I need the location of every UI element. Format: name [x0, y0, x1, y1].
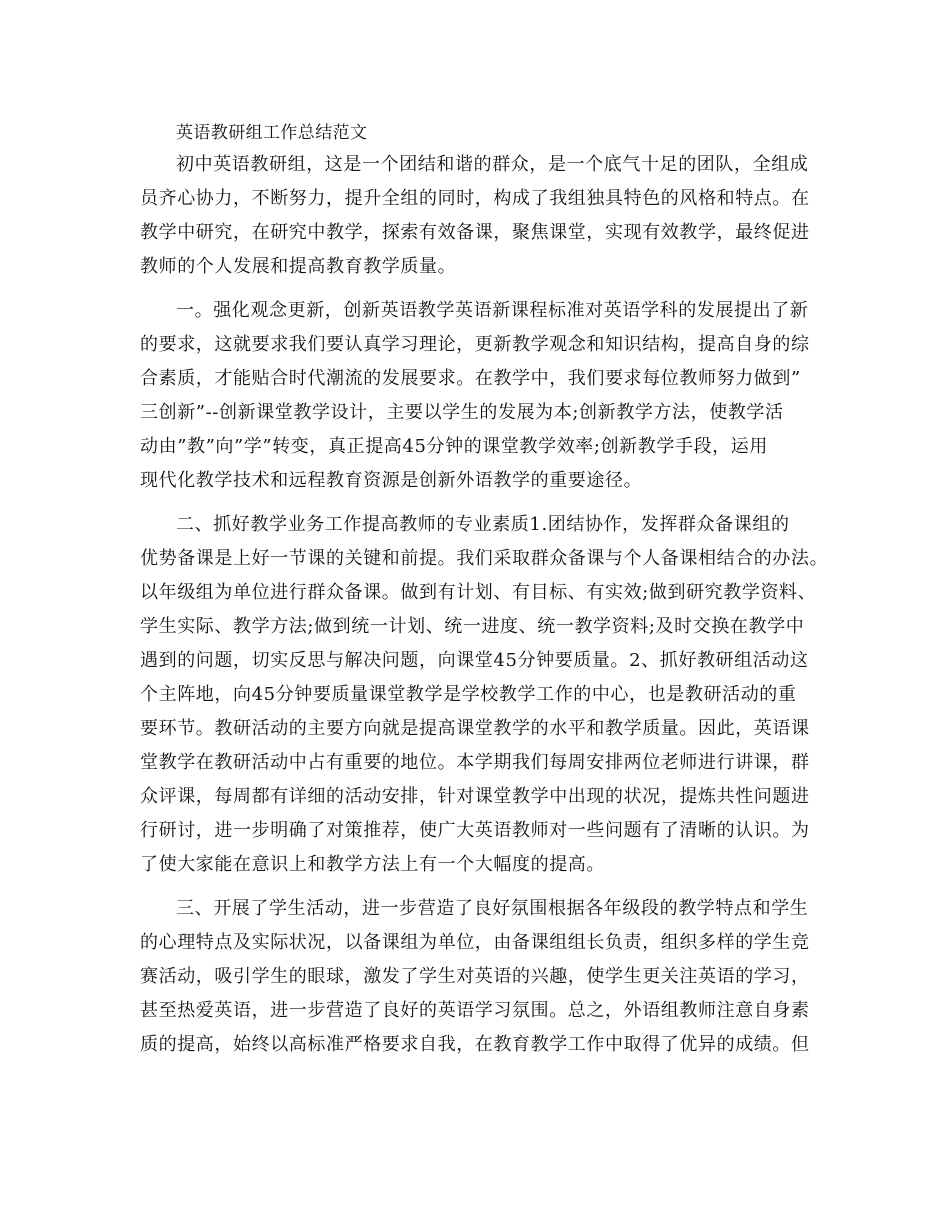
paragraph-3-line-10: 行研讨，进一步明确了对策推荐，使广大英语教师对一些问题有了清晰的认识。为: [140, 820, 810, 841]
paragraph-3-line-3: 以年级组为单位进行群众备课。做到有计划、有目标、有实效;做到研究教学资料、: [140, 582, 817, 603]
paragraph-1-line-2: 员齐心协力，不断努力，提升全组的同时，构成了我组独具特色的风格和特点。在: [140, 188, 810, 209]
paragraph-3-line-8: 堂教学在教研活动中占有重要的地位。本学期我们每周安排两位老师进行讲课，群: [140, 752, 810, 773]
paragraph-4-line-4: 甚至热爱英语，进一步营造了良好的英语学习氛围。总之，外语组教师注意自身素: [140, 1000, 810, 1021]
paragraph-4-line-2: 的心理特点及实际状况，以备课组为单位，由备课组组长负责，组织多样的学生竞: [140, 932, 810, 953]
paragraph-3-line-6: 个主阵地，向45分钟要质量课堂教学是学校教学工作的中心，也是教研活动的重: [140, 684, 797, 705]
paragraph-2-line-5: 动由”教”向”学”转变，真正提高45分钟的课堂教学效率;创新教学手段，运用: [140, 436, 768, 457]
paragraph-2-line-1: 一。强化观念更新，创新英语教学英语新课程标准对英语学科的发展提出了新: [176, 300, 809, 321]
paragraph-3-line-4: 学生实际、教学方法;做到统一计划、统一进度、统一教学资料;及时交换在教学中: [140, 616, 805, 637]
paragraph-3-line-2: 优势备课是上好一节课的关键和前提。我们采取群众备课与个人备课相结合的办法。: [140, 548, 829, 569]
paragraph-4-line-1: 三、开展了学生活动，进一步营造了良好氛围根据各年级段的教学特点和学生: [176, 898, 809, 919]
paragraph-3-line-1: 二、抓好教学业务工作提高教师的专业素质1.团结协作，发挥群众备课组的: [176, 514, 790, 535]
paragraph-3-line-11: 了使大家能在意识上和教学方法上有一个大幅度的提高。: [140, 854, 605, 875]
document-title: 英语教研组工作总结范文: [176, 123, 368, 143]
paragraph-1-line-3: 教学中研究，在研究中教学，探索有效备课，聚焦课堂，实现有效教学，最终促进: [140, 222, 810, 243]
paragraph-1-line-1: 初中英语教研组，这是一个团结和谐的群众，是一个底气十足的团队，全组成: [176, 154, 809, 175]
paragraph-3-line-7: 要环节。教研活动的主要方向就是提高课堂教学的水平和教学质量。因此，英语课: [140, 718, 810, 739]
paragraph-2-line-4: 三创新”--创新课堂教学设计，主要以学生的发展为本;创新教学方法，使教学活: [140, 402, 784, 423]
paragraph-2-line-3: 合素质，才能贴合时代潮流的发展要求。在教学中，我们要求每位教师努力做到”: [140, 368, 801, 389]
paragraph-2-line-6: 现代化教学技术和远程教育资源是创新外语教学的重要途径。: [140, 470, 643, 491]
paragraph-3-line-5: 遇到的问题，切实反思与解决问题，向课堂45分钟要质量。2、抓好教研组活动这: [140, 650, 809, 671]
paragraph-4-line-5: 质的提高，始终以高标准严格要求自我，在教育教学工作中取得了优异的成绩。但: [140, 1034, 810, 1055]
paragraph-4-line-3: 赛活动，吸引学生的眼球，激发了学生对英语的兴趣，使学生更关注英语的学习，: [140, 966, 810, 987]
paragraph-3-line-9: 众评课，每周都有详细的活动安排，针对课堂教学中出现的状况，提炼共性问题进: [140, 786, 810, 807]
paragraph-1-line-4: 教师的个人发展和提高教育教学质量。: [140, 256, 457, 277]
paragraph-2-line-2: 的要求，这就要求我们要认真学习理论，更新教学观念和知识结构，提高自身的综: [140, 334, 810, 355]
